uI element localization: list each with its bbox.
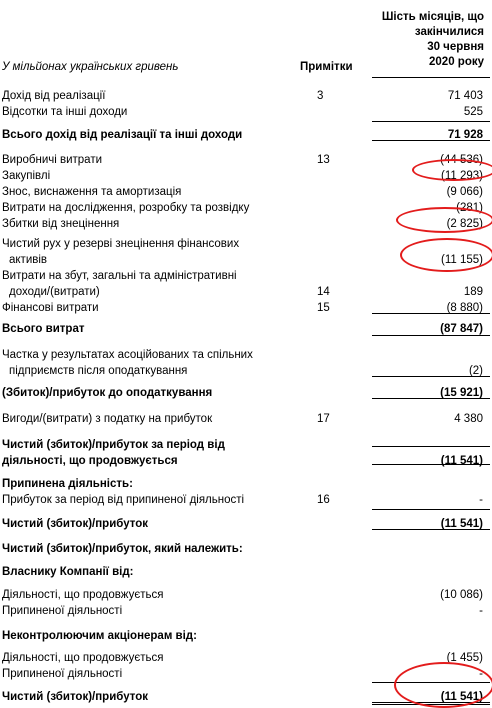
- row-label: Прибуток за період від припиненої діяльності: [2, 494, 245, 506]
- row-value: 71 403: [447, 90, 483, 102]
- row-label: підприємств після оподаткування: [9, 365, 188, 377]
- subtotal-rule: [372, 464, 490, 465]
- row-label: Неконтролюючим акціонерам від:: [2, 630, 197, 642]
- period-header-line: 2020 року: [429, 56, 484, 68]
- row-label: Відсотки та інші доходи: [2, 106, 128, 118]
- red-annotation-circle: [412, 159, 492, 181]
- row-label: Знос, виснаження та амортизація: [2, 186, 182, 198]
- row-label: Припиненої діяльності: [2, 668, 123, 680]
- period-header-line: закінчилися: [414, 26, 484, 38]
- row-label: Всього витрат: [2, 323, 85, 335]
- row-value: (11 541): [440, 455, 483, 467]
- row-label: Власнику Компанії від:: [2, 566, 134, 578]
- row-label: Витрати на дослідження, розробку та розвідку: [2, 202, 250, 214]
- notes-column-header: Примітки: [300, 61, 353, 73]
- row-note: 15: [317, 302, 330, 314]
- row-note: 16: [317, 494, 330, 506]
- subtotal-rule: [372, 140, 490, 141]
- subtotal-rule: [372, 398, 490, 399]
- row-value: (15 921): [440, 387, 483, 399]
- row-note: 13: [317, 154, 330, 166]
- row-value: -: [479, 668, 483, 680]
- row-value: (11 541): [440, 518, 483, 530]
- row-label: Виробничі витрати: [2, 154, 103, 166]
- row-label: Чистий (збиток)/прибуток, який належить:: [2, 543, 243, 555]
- subtotal-rule: [372, 313, 490, 314]
- red-annotation-circle: [394, 662, 492, 708]
- subtotal-rule: [372, 446, 490, 447]
- row-label: Вигоди/(витрати) з податку на прибуток: [2, 413, 213, 425]
- units-caption: У мільйонах українських гривень: [2, 61, 179, 73]
- row-value: 4 380: [454, 413, 483, 425]
- subtotal-rule: [372, 335, 490, 336]
- row-value: -: [479, 494, 483, 506]
- row-label: Чистий (збиток)/прибуток: [2, 518, 149, 530]
- row-value: (1 455): [446, 652, 483, 664]
- row-label: Чистий (збиток)/прибуток: [2, 691, 149, 703]
- row-label: Витрати на збут, загальні та адміністративні: [2, 270, 237, 282]
- subtotal-rule: [372, 529, 490, 530]
- row-label: активів: [9, 254, 48, 266]
- period-header-line: 30 червня: [427, 41, 484, 53]
- red-annotation-circle: [396, 207, 492, 233]
- red-annotation-circle: [400, 238, 492, 272]
- row-value: (87 847): [440, 323, 483, 335]
- row-value: (10 086): [440, 589, 483, 601]
- subtotal-rule: [372, 121, 490, 122]
- row-note: 17: [317, 413, 330, 425]
- row-label: Всього дохід від реалізації та інші доходи: [2, 129, 243, 141]
- row-label: Дохід від реалізації: [2, 90, 106, 102]
- row-value: (281): [456, 202, 483, 214]
- row-value: (11 155): [441, 254, 483, 266]
- row-label: Припиненої діяльності: [2, 605, 123, 617]
- row-value: (8 880): [446, 302, 483, 314]
- row-value: (2): [468, 365, 483, 377]
- period-header-line: Шість місяців, що: [381, 11, 484, 23]
- row-label: (Збиток)/прибуток до оподаткування: [2, 387, 213, 399]
- row-label: Фінансові витрати: [2, 302, 99, 314]
- row-label: Діяльності, що продовжується: [2, 589, 164, 601]
- row-value: (11 293): [441, 170, 483, 182]
- row-value: 71 928: [447, 129, 483, 141]
- row-label: діяльності, що продовжується: [2, 455, 178, 467]
- row-value: (44 536): [440, 154, 483, 166]
- row-label: Чистий (збиток)/прибуток за період від: [2, 439, 225, 451]
- row-value: 525: [463, 106, 483, 118]
- row-label: Закупівлі: [2, 170, 51, 182]
- row-label: Збитки від знецінення: [2, 218, 120, 230]
- row-value: (2 825): [446, 218, 483, 230]
- row-label: Частка у результатах асоційованих та спільних: [2, 349, 253, 361]
- row-value: 189: [463, 286, 483, 298]
- row-label: Припинена діяльність:: [2, 478, 133, 490]
- row-note: 3: [317, 90, 324, 102]
- row-label: Діяльності, що продовжується: [2, 652, 164, 664]
- row-value: (11 541): [440, 691, 483, 703]
- row-value: (9 066): [446, 186, 483, 198]
- row-label: Чистий рух у резерві знецінення фінансових: [2, 238, 240, 250]
- subtotal-rule: [372, 376, 490, 377]
- subtotal-rule: [372, 509, 490, 510]
- row-note: 14: [317, 286, 330, 298]
- row-value: -: [479, 605, 483, 617]
- row-label: доходи/(витрати): [9, 286, 100, 298]
